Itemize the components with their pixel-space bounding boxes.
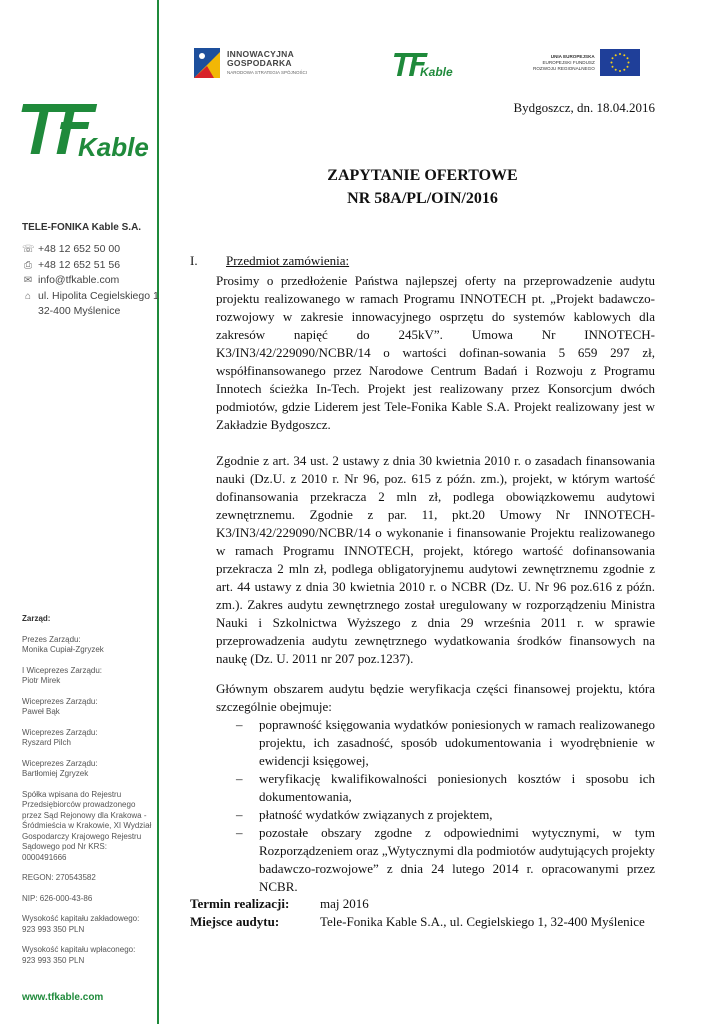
document-title: ZAPYTANIE OFERTOWE: [327, 167, 518, 184]
tfkable-logo: [22, 100, 149, 164]
deadline-value: maj 2016: [320, 896, 369, 911]
board-role: Wiceprezes Zarządu:: [22, 758, 98, 768]
list-item: [216, 716, 655, 770]
deadline-row: [190, 896, 369, 912]
eu-line2: EUROPEJSKI FUNDUSZ: [542, 59, 595, 65]
eu-fund-logo: [533, 49, 640, 76]
nip: NIP: 626-000-43-86: [22, 893, 93, 903]
fax-row: [22, 258, 159, 274]
bullet-dash: –: [236, 825, 243, 840]
board-member: [22, 697, 152, 718]
location-row: [190, 914, 645, 930]
location-value: Tele-Fonika Kable S.A., ul. Cegielskiego 1, 32-400 Myślenice: [320, 914, 645, 929]
document-number: NR 58A/PL/OIN/2016: [347, 190, 498, 207]
address-line1: ul. Hipolita Cegielskiego 1: [38, 289, 159, 302]
eu-line3: ROZWOJU REGIONALNEGO: [533, 65, 595, 71]
paragraph-1: Prosimy o przedłożenie Państwa najlepszej oferty na przeprowadzenie audytu projektu realizowanego w ramach Programu INNOTECH pt. „Projekt badawczo-rozwojowy w zakresie innowacyjnego osprzętu do systemów kablowych dla zakresów napięć do 245kV”. Umowa Nr INNOTECH-K3/IN3/42/229090/NCBR/14 o wartości dofinan-sowania 5 659 297 zł, współfinansowanego przez Narodowe Centrum Badań i Rozwoju z Programu Innotech ścieżka In-Tech. Projekt jest realizowany przez Konsorcjum dwóch podmiotów, gdzie Liderem jest Tele-Fonika Kable S.A. Projekt realizowany jest w Zakładzie Bydgoszcz.: [216, 273, 655, 432]
document-date: Bydgoszcz, dn. 18.04.2016: [513, 100, 655, 115]
phone-text: +48 12 652 50 00: [38, 243, 121, 255]
board-member: [22, 666, 152, 687]
board-member: [22, 635, 152, 656]
paragraph-2: Zgodnie z art. 34 ust. 2 ustawy z dnia 30 kwietnia 2010 r. o zasadach finansowania nauki (Dz.U. z 2010 r. Nr 96, poz. 615 z późn. zm.), projekt, w którym wartość dofinansowania przekracza 2 mln zł, podlega obowiązkowemu audytowi zewnętrznemu. Zgodnie z par. 11, pkt.20 Umowy Nr INNOTECH-K3/IN3/42/229090/NCBR/14 o wykonanie i finansowanie Projektu realizowanego w ramach Programu INNOTECH, projekt, którego wartość dofinansowania przekracza 2 mln zł, podlega obligatoryjnemu audytowi zewnętrznemu zgodnie z art. 44 ustawy z dnia 30 kwietnia 2010 r. o NCBR (Dz. U. Nr 96 poz.616 z późn. zm.). Zakres audytu zewnętrznego został uregulowany w rozporządzeniu Ministra Nauki i Szkolnictwa Wyższego z dnia 29 września 2011 r. w sprawie przeprowadzenia audytu zewnętrznego wydatkowania środków finansowych na naukę (Dz. U. 2011 nr 207 poz.1237).: [216, 453, 655, 666]
phone-row: [22, 242, 159, 258]
address-line2: 32-400 Myślenice: [38, 305, 121, 317]
address-icon: ⌂: [24, 290, 32, 302]
website-link[interactable]: www.tfkable.com: [22, 992, 104, 1003]
board-name: Ryszard Pilch: [22, 738, 71, 747]
board-name: Piotr Mirek: [22, 676, 61, 685]
bullet-dash: –: [236, 807, 243, 822]
list-item-text: pozostałe obszary zgodne z odpowiednimi wytycznymi, w tym Rozporządzeniem oraz „Wytycznymi dla podmiotów audytujących projekty badawczo-rozwojowe” z dnia 24 lutego 2014 r. opracowanymi przez NCBR.: [259, 825, 655, 894]
sidebar-divider: [157, 0, 159, 1024]
list-item: [216, 770, 655, 806]
fax-icon: ⎙: [24, 259, 32, 271]
board-role: Wiceprezes Zarządu:: [22, 727, 98, 737]
list-item: [216, 806, 655, 824]
address-row-2: [22, 304, 159, 320]
list-item-text: poprawność księgowania wydatków poniesionych w ramach realizowanego projektu, ich zasadność, sposób udokumentowania i wyodrębnienie w ewidencji księgowej,: [259, 717, 655, 768]
capital-paid-label: Wysokość kapitału wpłaconego:: [22, 945, 136, 954]
email-text[interactable]: info@tfkable.com: [38, 274, 120, 286]
board-role: Wiceprezes Zarządu:: [22, 696, 98, 706]
scope-list: [216, 716, 655, 896]
board-title: Zarząd:: [22, 614, 51, 623]
bullet-dash: –: [236, 717, 243, 732]
fax-text: +48 12 652 51 56: [38, 258, 121, 271]
eu-flag-icon: [600, 49, 640, 76]
eu-line1: UNIA EUROPEJSKA: [550, 53, 595, 59]
capital-declared-value: 923 993 350 PLN: [22, 924, 85, 934]
eu-text-block: [533, 54, 595, 72]
location-label: Miejsce audytu:: [190, 914, 280, 929]
regon: REGON: 270543582: [22, 873, 96, 882]
email-row: [22, 273, 159, 289]
bullet-dash: –: [236, 771, 243, 786]
capital-declared: [22, 914, 152, 935]
board-name: Paweł Bąk: [22, 707, 60, 716]
deadline-label: Termin realizacji:: [190, 896, 290, 911]
list-item-text: płatność wydatków związanych z projektem,: [259, 807, 493, 822]
phone-icon: ☏: [22, 244, 35, 255]
board-role: I Wiceprezes Zarządu:: [22, 665, 103, 675]
board-role: Prezes Zarządu:: [22, 634, 81, 644]
innowacyjna-gospodarka-logo: [192, 46, 307, 80]
paragraph-3: Głównym obszarem audytu będzie weryfikacja części finansowej projektu, która szczególnie obejmuje:: [216, 681, 655, 714]
svg-text:Kable: Kable: [420, 65, 453, 79]
board-block: [22, 614, 152, 976]
inno-emblem-icon: [192, 46, 222, 80]
email-icon: ✉: [23, 275, 33, 286]
section-heading: Przedmiot zamówienia:: [226, 253, 350, 268]
board-member: [22, 728, 152, 749]
contact-block: [22, 242, 159, 320]
svg-text:Kable: Kable: [78, 132, 149, 162]
capital-paid-value: 923 993 350 PLN: [22, 955, 85, 965]
list-item-text: weryfikację kwalifikowalności poniesionych kosztów i sposobu ich dokumentowania,: [259, 771, 655, 804]
inno-line1: INNOWACYJNA: [227, 48, 295, 59]
inno-line3: NARODOWA STRATEGIA SPÓJNOŚCI: [227, 69, 308, 75]
registry-info: Spółka wpisana do Rejestru Przedsiębiorców prowadzonego przez Sąd Rejonowy dla Krakowa - Śródmieścia w Krakowie, XI Wydział Gospodarczy Krajowego Rejestru Sądowego pod Nr KRS: 0000491666: [22, 789, 152, 862]
capital-paid: [22, 945, 152, 966]
board-name: Bartłomiej Zgryzek: [22, 769, 89, 778]
inno-line2: GOSPODARKA: [227, 57, 292, 68]
company-name: TELE-FONIKA Kable S.A.: [22, 222, 142, 233]
section-number: I.: [190, 253, 198, 268]
list-item: [216, 824, 655, 896]
address-row: [22, 289, 159, 305]
capital-declared-label: Wysokość kapitału zakładowego:: [22, 914, 140, 923]
tfkable-header-logo: [393, 52, 457, 78]
board-name: Monika Cupiał-Zgryzek: [22, 645, 104, 654]
board-member: [22, 759, 152, 780]
inno-text-block: [227, 50, 307, 77]
